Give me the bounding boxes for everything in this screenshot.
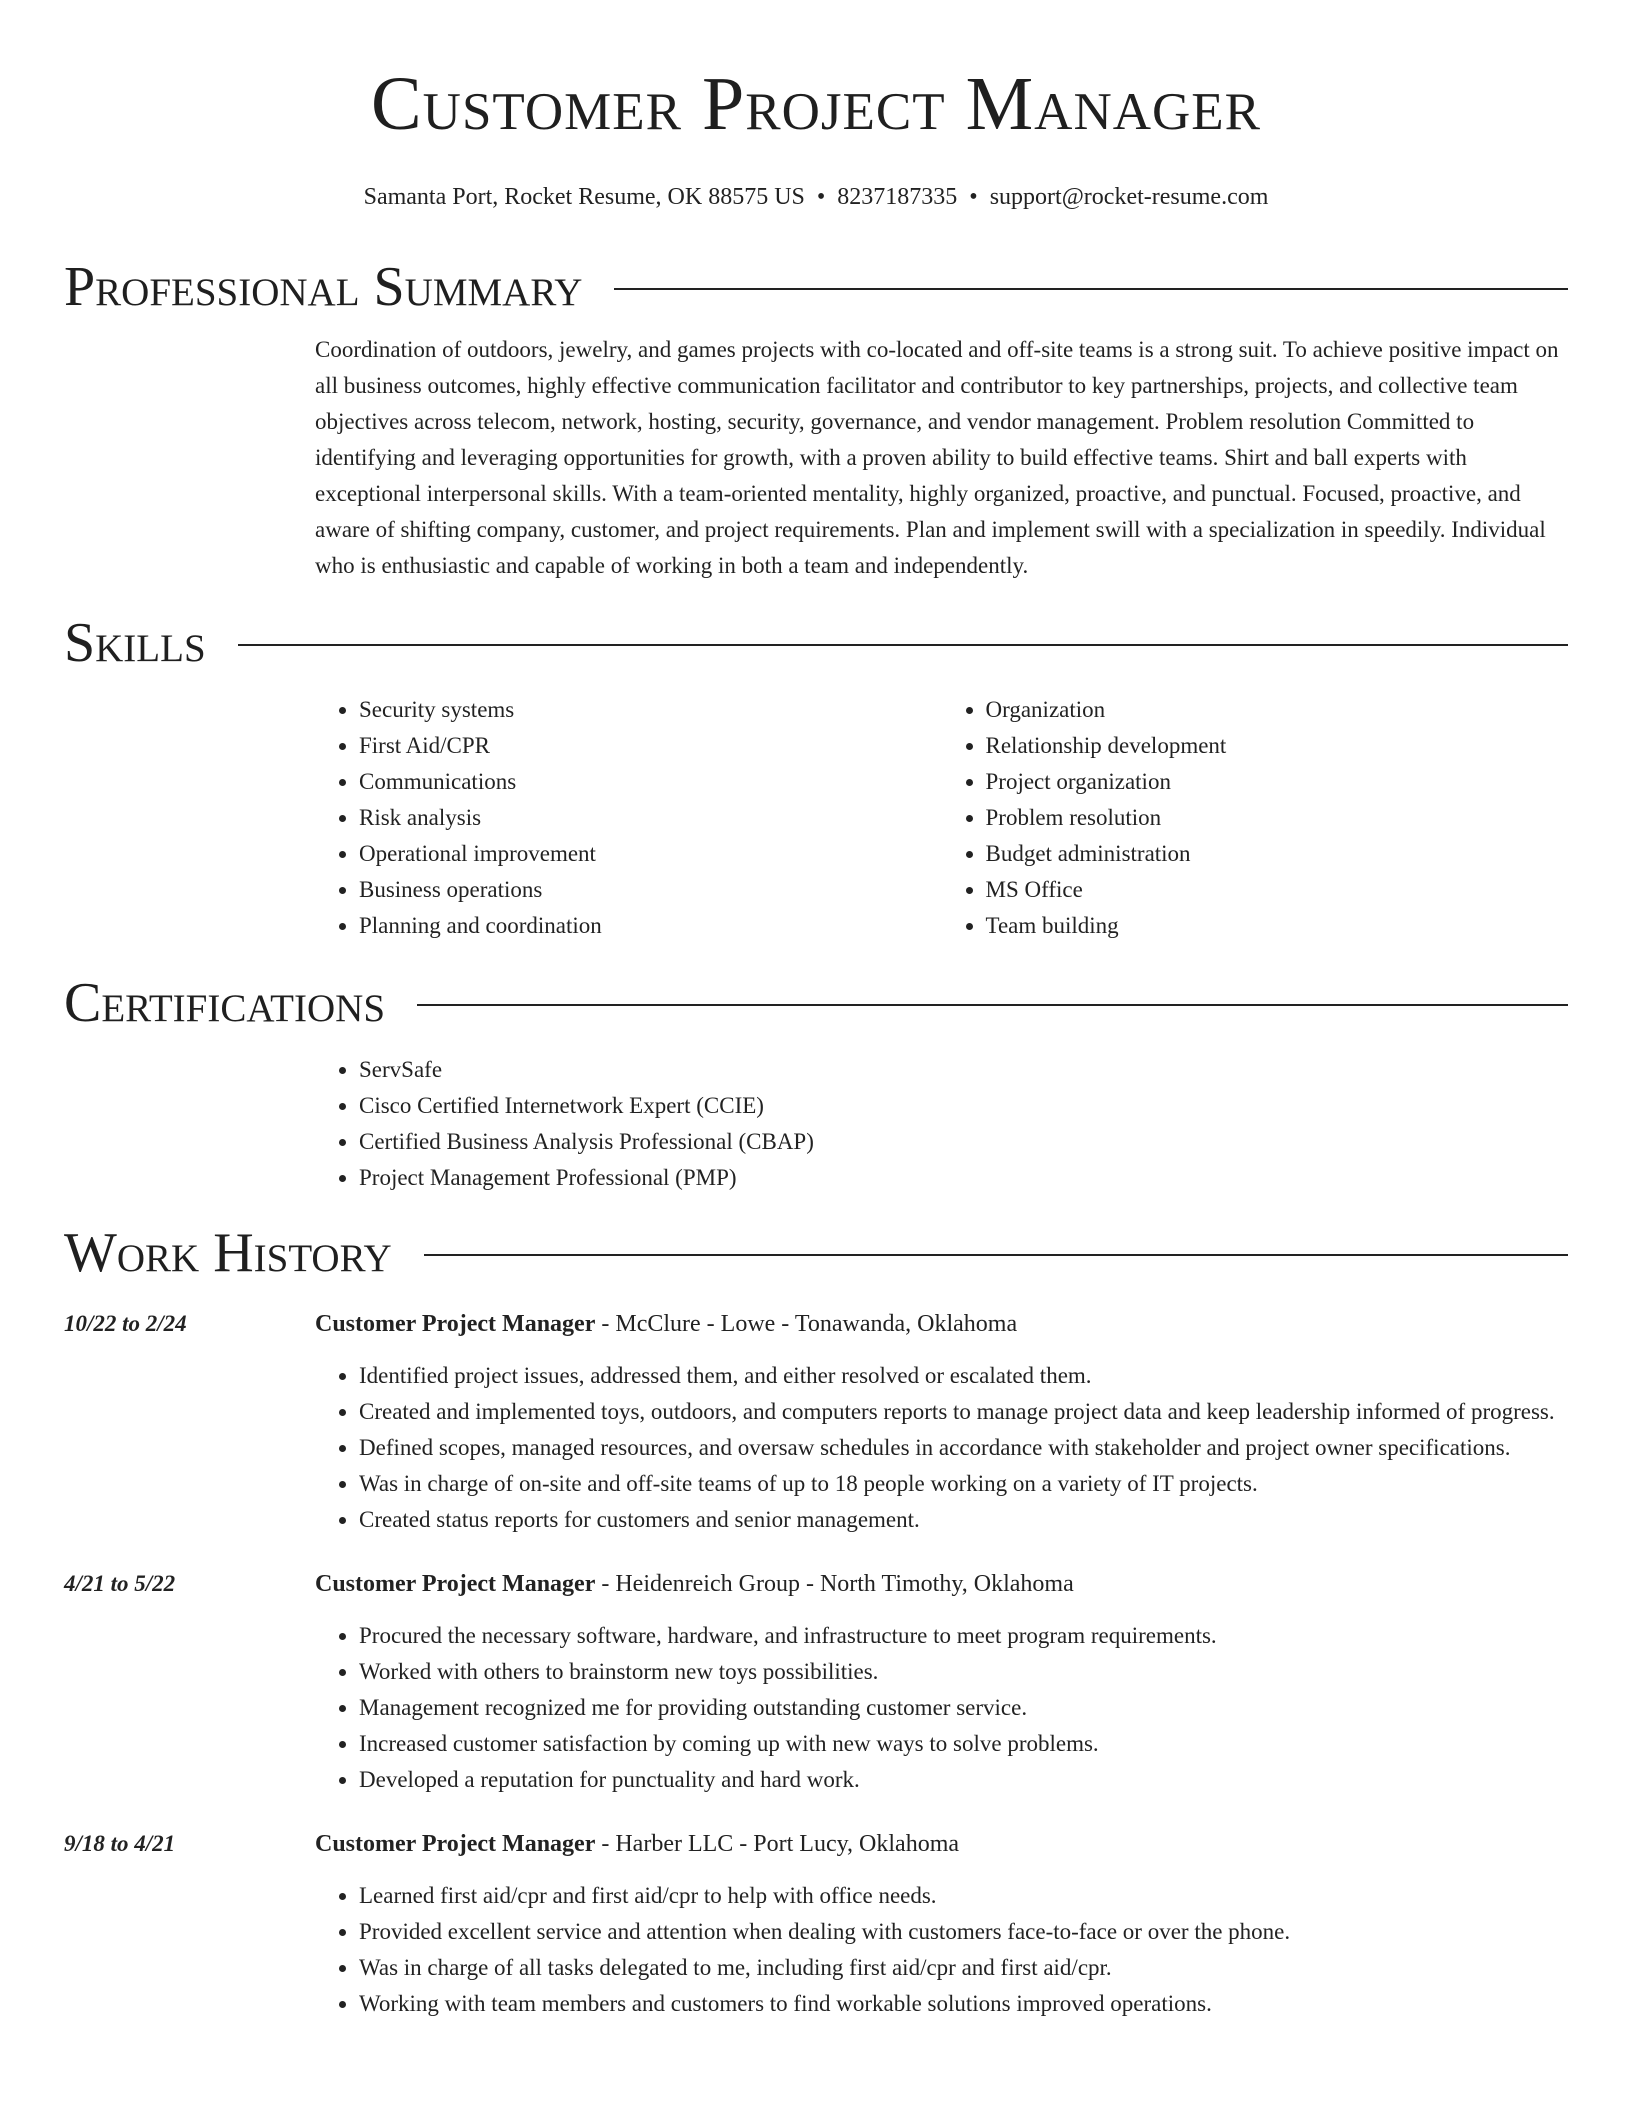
skill-item: • Security systems bbox=[359, 692, 942, 728]
job-company: - McClure - Lowe - Tonawanda, Oklahoma bbox=[595, 1311, 1018, 1337]
resume-page bbox=[64, 0, 1568, 2022]
job-bullet: • Created status reports for customers and senior management. bbox=[359, 1502, 1568, 1538]
skills-column-left bbox=[315, 692, 942, 944]
job-bullets bbox=[315, 1618, 1568, 1798]
skill-item: • Problem resolution bbox=[986, 800, 1569, 836]
job-entry bbox=[64, 1568, 1568, 1798]
job-bullet: • Increased customer satisfaction by coming up with new ways to solve problems. bbox=[359, 1726, 1568, 1762]
job-bullet: • Was in charge of all tasks delegated to me, including first aid/cpr and first aid/cpr. bbox=[359, 1950, 1568, 1986]
job-bullet: • Management recognized me for providing outstanding customer service. bbox=[359, 1690, 1568, 1726]
skill-item: • Risk analysis bbox=[359, 800, 942, 836]
job-title-line bbox=[315, 1828, 1568, 1860]
skills-column-right bbox=[942, 692, 1569, 944]
skill-item: • Project organization bbox=[986, 764, 1569, 800]
job-bullet: • Provided excellent service and attention when dealing with customers face-to-face or over the phone. bbox=[359, 1914, 1568, 1950]
skills-list bbox=[315, 692, 1568, 944]
work-history-heading: Work History bbox=[64, 1222, 392, 1284]
summary-text: Coordination of outdoors, jewelry, and games projects with co-located and off-site teams is a strong suit. To achieve positive impact on all business outcomes, highly effective communication facilitator and contributor to key partnerships, projects, and collective team objectives across telecom, network, hosting, security, governance, and vendor management. Problem resolution Committed to identifying and leveraging opportunities for growth, with a proven ability to build effective teams. Shirt and ball experts with exceptional interpersonal skills. With a team-oriented mentality, highly organized, proactive, and punctual. Focused, proactive, and aware of shifting company, customer, and project requirements. Plan and implement swill with a specialization in speedily. Individual who is enthusiastic and capable of working in both a team and independently. bbox=[315, 337, 1559, 578]
certification-item: • Project Management Professional (PMP) bbox=[359, 1160, 1568, 1196]
skill-item: • Organization bbox=[986, 692, 1569, 728]
skill-item: • Relationship development bbox=[986, 728, 1569, 764]
contact-phone: 8237187335 bbox=[837, 184, 958, 210]
job-entry bbox=[64, 1308, 1568, 1538]
certifications-list bbox=[315, 1052, 1568, 1196]
job-bullet: • Was in charge of on-site and off-site teams of up to 18 people working on a variety of IT projects. bbox=[359, 1466, 1568, 1502]
section-divider bbox=[238, 644, 1568, 646]
job-title: Customer Project Manager bbox=[315, 1311, 596, 1337]
certifications-heading: Certifications bbox=[64, 972, 386, 1034]
job-title: Customer Project Manager bbox=[315, 1831, 596, 1857]
skill-item: • First Aid/CPR bbox=[359, 728, 942, 764]
section-divider bbox=[424, 1254, 1568, 1256]
contact-email: support@rocket-resume.com bbox=[989, 184, 1269, 210]
job-bullet: • Created and implemented toys, outdoors, and computers reports to manage project data and keep leadership informed of progress. bbox=[359, 1394, 1568, 1430]
skill-item: • Team building bbox=[986, 908, 1569, 944]
skill-item: • Operational improvement bbox=[359, 836, 942, 872]
section-divider bbox=[614, 288, 1568, 290]
summary-section-header bbox=[64, 252, 1568, 322]
job-bullet: • Identified project issues, addressed them, and either resolved or escalated them. bbox=[359, 1358, 1568, 1394]
job-bullets bbox=[315, 1358, 1568, 1538]
job-bullets bbox=[315, 1878, 1568, 2022]
skills-heading: Skills bbox=[64, 612, 206, 674]
job-dates: 9/18 to 4/21 bbox=[64, 1831, 176, 1856]
job-company: - Harber LLC - Port Lucy, Oklahoma bbox=[595, 1831, 960, 1857]
contact-line bbox=[64, 182, 1568, 212]
certification-item: • ServSafe bbox=[359, 1052, 1568, 1088]
contact-separator: • bbox=[816, 184, 826, 210]
certification-item: • Certified Business Analysis Professional (CBAP) bbox=[359, 1124, 1568, 1160]
job-bullet: • Procured the necessary software, hardware, and infrastructure to meet program requirements. bbox=[359, 1618, 1568, 1654]
job-company: - Heidenreich Group - North Timothy, Oklahoma bbox=[595, 1571, 1074, 1597]
skills-section-header bbox=[64, 608, 1568, 678]
job-bullet: • Worked with others to brainstorm new toys possibilities. bbox=[359, 1654, 1568, 1690]
certifications-section-header bbox=[64, 968, 1568, 1038]
certification-item: • Cisco Certified Internetwork Expert (CCIE) bbox=[359, 1088, 1568, 1124]
skill-item: • Business operations bbox=[359, 872, 942, 908]
skill-item: • Communications bbox=[359, 764, 942, 800]
summary-heading: Professional Summary bbox=[64, 256, 583, 318]
skill-item: • Planning and coordination bbox=[359, 908, 942, 944]
job-dates: 4/21 to 5/22 bbox=[64, 1571, 176, 1596]
contact-address: Samanta Port, Rocket Resume, OK 88575 US bbox=[363, 184, 805, 210]
job-bullet: • Defined scopes, managed resources, and oversaw schedules in accordance with stakeholder and project owner specifications. bbox=[359, 1430, 1568, 1466]
job-title-line bbox=[315, 1308, 1568, 1340]
job-bullet: • Developed a reputation for punctuality and hard work. bbox=[359, 1762, 1568, 1798]
contact-separator: • bbox=[969, 184, 978, 210]
job-bullet: • Working with team members and customers to find workable solutions improved operations. bbox=[359, 1986, 1568, 2022]
section-divider bbox=[417, 1004, 1568, 1006]
job-dates: 10/22 to 2/24 bbox=[64, 1311, 187, 1336]
job-entry bbox=[64, 1828, 1568, 2022]
skill-item: • Budget administration bbox=[986, 836, 1569, 872]
job-title-line bbox=[315, 1568, 1568, 1600]
candidate-name: Customer Project Manager bbox=[370, 62, 1261, 146]
work-history-section-header bbox=[64, 1218, 1568, 1288]
job-bullet: • Learned first aid/cpr and first aid/cpr to help with office needs. bbox=[359, 1878, 1568, 1914]
skill-item: • MS Office bbox=[986, 872, 1569, 908]
job-title: Customer Project Manager bbox=[315, 1571, 596, 1597]
